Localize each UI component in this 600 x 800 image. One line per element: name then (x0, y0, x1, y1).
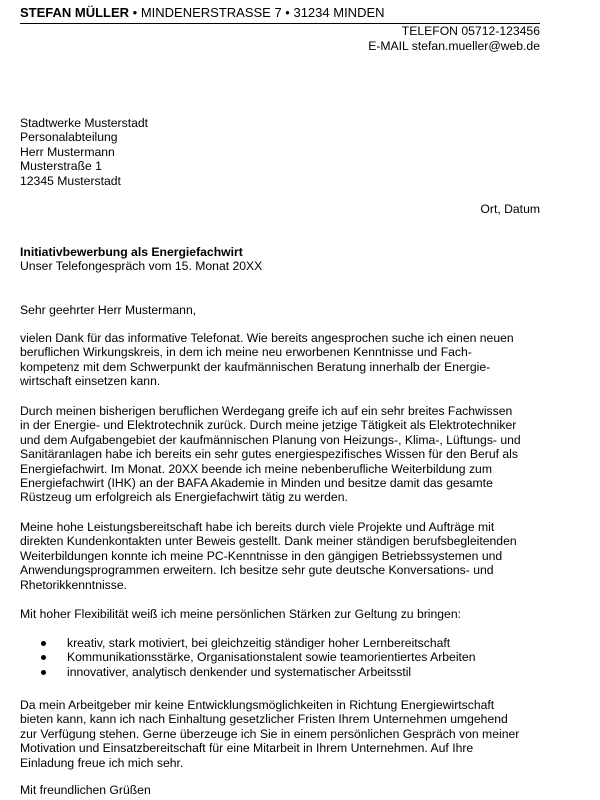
place-date: Ort, Datum (480, 202, 540, 216)
strengths-list (20, 636, 540, 679)
bullet-icon (41, 670, 46, 675)
paragraph-line: Mit hoher Flexibilität weiß ich meine persönlichen Stärken zur Geltung zu bringen: (20, 607, 461, 621)
paragraph-line: direkten Kundenkontakten unter Beweis gestellt. Dank meiner ständigen berufsbegleitenden (20, 534, 517, 549)
paragraph-line: in der Energie- und Elektrotechnik zurück. Durch meine jetzige Tätigkeit als Elektrotechniker (20, 418, 517, 433)
paragraph-experience (20, 404, 543, 505)
paragraph-line: Anwendungsprogrammen erweitern. Ich besitze sehr gute deutsche Konversations- und (20, 563, 494, 578)
paragraph-intro (20, 331, 543, 389)
paragraph-line: wirtschaft einsetzen kann. (20, 374, 161, 389)
paragraph-line: Weiterbildungen konnte ich meine PC-Kenntnisse in den gängigen Betriebssystemen und (20, 548, 503, 563)
recipient-line: Stadtwerke Musterstadt (20, 116, 149, 130)
paragraph-line: Durch meinen bisherigen beruflichen Werdegang greife ich auf ein sehr breites Fachwissen (20, 404, 513, 418)
sender-phone: TELEFON 05712-123456 (401, 24, 540, 38)
paragraph-line: bieten kann, kann ich nach Einhaltung gesetzlicher Fristen Ihrem Unternehmen umgehend (20, 712, 508, 727)
paragraph-line: Einladung freue ich mich sehr. (20, 755, 184, 770)
paragraph-line: Motivation und Einsatzbereitschaft für eine Mitarbeit in Ihrem Unternehmen. Auf Ihre (20, 741, 474, 756)
paragraph-flexibility (20, 607, 543, 621)
paragraph-line: Energiefachwirt. Im Monat. 20XX beende ich meine nebenberufliche Weiterbildung zum (20, 461, 492, 476)
list-item (20, 650, 540, 664)
sender-address: • MINDENERSTRASSE 7 • 31234 MINDEN (129, 5, 385, 20)
paragraph-line: kompetenz mit dem Schwerpunkt der kaufmännischen Beratung innerhalb der Energie- (20, 359, 491, 374)
valediction: Mit freundlichen Grüßen (20, 783, 151, 797)
bullet-icon (41, 641, 46, 646)
bullet-icon (41, 655, 46, 660)
list-item-text: kreativ, stark motiviert, bei gleichzeitig ständiger hoher Lernbereitschaft (67, 636, 451, 650)
salutation: Sehr geehrter Herr Mustermann, (20, 303, 197, 317)
subject-block (20, 245, 540, 274)
subject-title: Initiativbewerbung als Energiefachwirt (20, 245, 243, 259)
recipient-line: Personalabteilung (20, 130, 118, 145)
sender-name: STEFAN MÜLLER (20, 5, 130, 20)
paragraph-line: Sanitäranlagen habe ich bereits ein sehr gutes energiespezifisches Wissen für den Beruf als (20, 447, 518, 462)
paragraph-line: und dem Aufgabengebiet der kaufmännischen Planung von Heizungs-, Klima-, Lüftungs- und (20, 432, 521, 447)
paragraph-line: Da mein Arbeitgeber mir keine Entwicklungsmöglichkeiten in Richtung Energiewirtschaft (20, 698, 495, 712)
paragraph-line: Rüstzeug um erfolgreich als Energiefachwirt tätig zu werden. (20, 490, 348, 505)
list-item (20, 636, 540, 650)
paragraph-skills (20, 520, 543, 592)
list-item-text: Kommunikationsstärke, Organisationstalent sowie teamorientiertes Arbeiten (67, 650, 476, 665)
paragraph-line: beruflichen Wirkungskreis, in dem ich meine neu erworbenen Kenntnisse und Fach- (20, 345, 472, 360)
paragraph-line: Energiefachwirt (IHK) an der BAFA Akademie in Minden und besitze damit das gesamte (20, 476, 493, 491)
list-item (20, 665, 540, 679)
recipient-line: Herr Mustermann (20, 144, 115, 159)
paragraph-closing (20, 698, 543, 770)
paragraph-line: zur Verfügung stehen. Gerne überzeuge ich Sie in einem persönlichen Gespräch von meiner (20, 726, 520, 741)
paragraph-line: Meine hohe Leistungsbereitschaft habe ich bereits durch viele Projekte und Aufträge mit (20, 520, 495, 534)
sender-email: E-MAIL stefan.mueller@web.de (368, 39, 540, 53)
list-item-text: innovativer, analytisch denkender und systematischer Arbeitsstil (67, 664, 412, 679)
subject-reference: Unser Telefongespräch vom 15. Monat 20XX (20, 259, 263, 274)
paragraph-line: vielen Dank für das informative Telefonat. Wie bereits angesprochen suche ich einen neuen (20, 331, 514, 345)
recipient-line: 12345 Musterstadt (20, 173, 121, 188)
paragraph-line: Rhetorikkenntnisse. (20, 577, 128, 592)
letterhead (20, 5, 385, 21)
recipient-address (20, 116, 420, 188)
recipient-line: Musterstraße 1 (20, 159, 102, 174)
